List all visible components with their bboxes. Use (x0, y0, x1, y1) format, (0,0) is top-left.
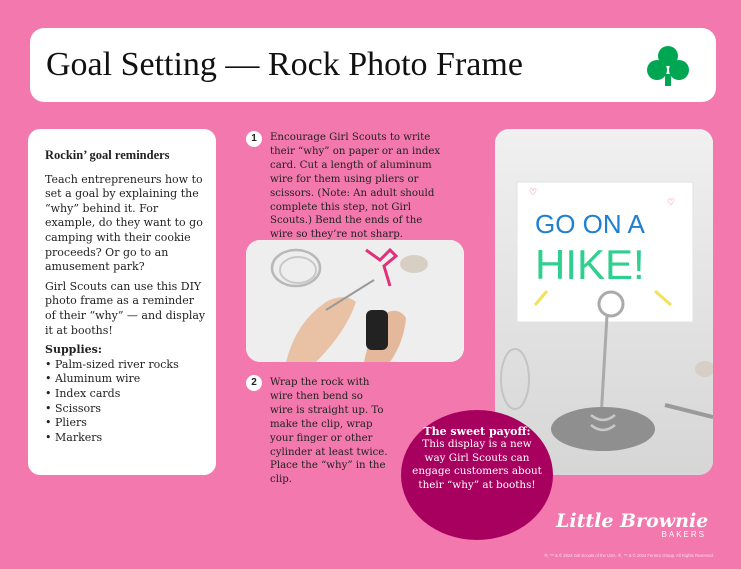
frame-paragraph: Girl Scouts can use this DIY photo frame as a reminder of their “why” — and display it at booths! (45, 279, 206, 337)
step-2-text: Wrap the rock with wire then bend so wire is straight up. To make the clip, wrap your finger or other cylinder at least twice. Place the “why” in the clip. (270, 377, 388, 486)
step-1-text: Encourage Girl Scouts to write their “why” on paper or an index card. Cut a length of aluminum wire for them using pliers or scissors. (Note: An adult should complete this step, not Girl Scouts.) Bend the ends of the wire so they’re not sharp. (270, 132, 441, 241)
rock-frame-photo (495, 129, 713, 475)
card-heading: Rockin’ goal reminders (45, 148, 170, 162)
trefoil-logo-icon (646, 44, 690, 88)
page-title: Goal Setting — Rock Photo Frame (46, 46, 523, 83)
supply-item: • Palm-sized river rocks (45, 357, 179, 371)
brand-sub: BAKERS (661, 530, 706, 539)
payoff-text: This display is a new way Girl Scouts can engage customers about their “why” at booths! (412, 438, 542, 491)
copyright-footer: ®, ™ & © 2024 Girl Scouts of the USA. ®, ™ & © 2024 Ferrero Group. All Rights Reserved. (544, 553, 714, 558)
svg-text:GO ON A: GO ON A (535, 209, 645, 239)
supplies-title: Supplies: (45, 343, 102, 357)
sweet-payoff-circle (401, 410, 553, 540)
supply-item: • Aluminum wire (45, 372, 141, 386)
title-banner (30, 28, 716, 102)
brand-name: Little Brownie (556, 510, 709, 532)
supply-item: • Pliers (45, 416, 87, 430)
step-2-badge: 2 (246, 375, 262, 391)
goal-reminders-card (28, 129, 216, 475)
supply-item: • Scissors (45, 401, 102, 415)
step-1-badge: 1 (246, 131, 262, 147)
hands-wire-photo (246, 240, 464, 362)
svg-text:HIKE!: HIKE! (535, 241, 645, 288)
intro-paragraph: Teach entrepreneurs how to set a goal by explaining the “why” behind it. For example, do they want to go camping with their cookie proceeds? Or go to an amusement park? (45, 172, 203, 274)
svg-text:♡: ♡ (529, 188, 538, 198)
svg-text:♡: ♡ (667, 198, 676, 208)
payoff-heading: The sweet payoff: (423, 425, 531, 438)
supplies-list (45, 358, 207, 446)
brand-logo (556, 510, 716, 539)
supply-item: • Markers (45, 430, 103, 444)
supply-item: • Index cards (45, 386, 121, 400)
